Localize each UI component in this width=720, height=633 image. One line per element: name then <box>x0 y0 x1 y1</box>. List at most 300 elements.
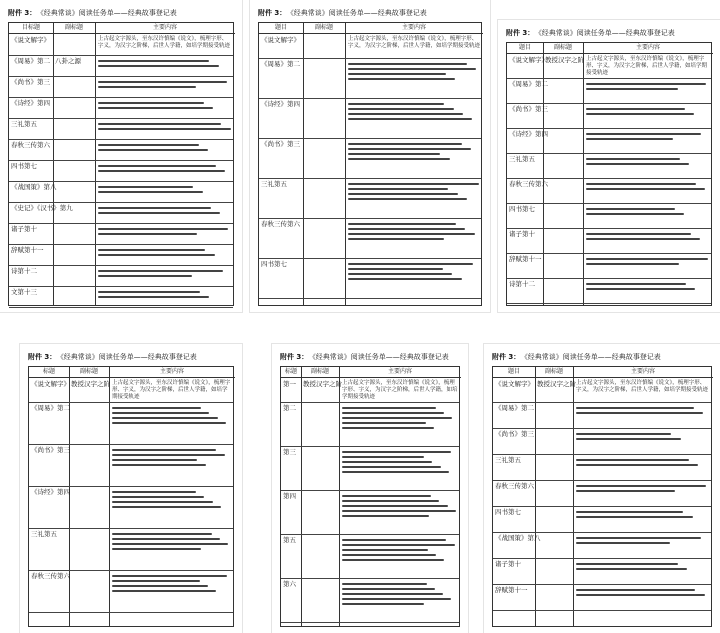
handwriting-stroke <box>98 212 220 214</box>
row-content <box>112 572 232 610</box>
table-row <box>493 378 711 403</box>
table-row <box>507 278 711 304</box>
handwriting-stroke <box>112 506 221 508</box>
column-header: 主要内容 <box>339 367 461 378</box>
handwriting-stroke <box>576 412 703 414</box>
handwriting-stroke <box>576 438 681 440</box>
handwriting-stroke <box>342 427 434 429</box>
table-row <box>493 428 711 455</box>
handwriting-stroke <box>112 538 220 540</box>
worksheet-3 <box>498 20 720 312</box>
row-content <box>98 183 232 200</box>
table-row <box>9 118 233 140</box>
handwriting-stroke <box>112 580 200 582</box>
table-row <box>259 218 481 259</box>
worksheet-1 <box>0 0 242 312</box>
row-content <box>576 430 710 452</box>
handwriting-stroke <box>586 238 700 240</box>
row-title: 《尚书》第三 <box>261 140 300 148</box>
handwriting-stroke <box>98 81 227 83</box>
row-content <box>586 280 710 301</box>
attachment-label: 附件 3： <box>280 353 309 361</box>
row-content <box>586 230 710 251</box>
handwriting-stroke <box>348 238 444 240</box>
row-title: 《诗经》第四 <box>509 130 548 138</box>
row-content <box>98 78 232 95</box>
row-title: 《周易》第二 <box>261 60 300 68</box>
handwriting-stroke <box>98 291 200 293</box>
handwriting-stroke <box>348 223 456 225</box>
handwriting-stroke <box>586 188 705 190</box>
handwriting-stroke <box>342 495 431 497</box>
column-header: 副标题 <box>301 367 339 378</box>
attachment-label: 附件 3： <box>8 9 37 17</box>
handwriting-stroke <box>348 63 467 65</box>
attachment-label: 附件 3： <box>506 29 535 37</box>
sheet-title: 《经典常谈》阅读任务单——经典故事登记表 <box>312 353 449 361</box>
handwriting-stroke <box>112 590 216 592</box>
table-row <box>9 139 233 161</box>
handwriting-stroke <box>586 213 684 215</box>
table-row <box>29 378 233 403</box>
row-title: 春秋三传第六 <box>509 180 548 188</box>
handwriting-stroke <box>342 417 452 419</box>
table-row <box>9 223 233 245</box>
row-title: 第一 <box>283 380 296 388</box>
attachment-label: 附件 3： <box>258 9 287 17</box>
handwriting-stroke <box>112 464 206 466</box>
row-content <box>98 162 232 179</box>
row-content <box>342 448 458 488</box>
row-content <box>586 105 710 126</box>
row-title: 《周易》第二 <box>495 404 534 412</box>
row-title: 四书第七 <box>509 205 535 213</box>
sheet-title: 《经典常谈》阅读任务单——经典故事登记表 <box>40 9 177 17</box>
table-row <box>281 402 459 447</box>
handwriting-stroke <box>112 422 226 424</box>
table-row <box>9 265 233 287</box>
handwriting-stroke <box>586 163 689 165</box>
row-title: 春秋三传第六 <box>495 482 534 490</box>
table-row <box>507 228 711 254</box>
row-content <box>576 482 710 504</box>
handwriting-stroke <box>342 500 439 502</box>
handwriting-stroke <box>342 471 449 473</box>
handwriting-stroke <box>586 83 706 85</box>
table-row <box>493 454 711 481</box>
column-header: 副标题 <box>53 23 95 34</box>
row-title: 第二 <box>283 404 296 412</box>
handwriting-stroke <box>586 113 694 115</box>
handwriting-stroke <box>586 263 679 265</box>
row-title: 三礼第五 <box>495 456 521 464</box>
row-title: 三礼第五 <box>31 530 57 538</box>
attachment-label: 附件 3： <box>28 353 57 361</box>
handwriting-stroke <box>342 461 432 463</box>
handwriting-stroke <box>98 144 199 146</box>
handwriting-stroke <box>348 108 454 110</box>
row-content <box>98 288 232 305</box>
row-title: 《尚书》第三 <box>509 105 548 113</box>
column-header: 副标题 <box>303 23 345 34</box>
row-content <box>586 155 710 176</box>
column-header: 题目 <box>507 43 543 54</box>
row-content <box>342 580 458 620</box>
row-content <box>348 260 480 296</box>
row-content <box>342 404 458 444</box>
handwriting-stroke <box>342 456 424 458</box>
register-table <box>506 42 712 306</box>
handwriting-stroke <box>586 288 695 290</box>
row-subtitle: 教授汉字之阶 <box>537 380 576 388</box>
handwriting-stroke <box>112 407 201 409</box>
handwriting-stroke <box>576 516 693 518</box>
column-header: 目标题 <box>9 23 53 34</box>
row-content <box>98 267 232 284</box>
column-header: 副标题 <box>69 367 109 378</box>
handwriting-stroke <box>576 537 701 539</box>
row-content <box>112 488 232 526</box>
handwriting-stroke <box>342 510 456 512</box>
row-title: 《战国策》第八 <box>11 183 57 191</box>
handwriting-stroke <box>586 133 701 135</box>
row-title: 《说文解字》 <box>509 56 548 64</box>
row-content <box>576 456 710 478</box>
handwriting-stroke <box>348 193 458 195</box>
table-row <box>9 34 233 56</box>
register-table <box>280 366 460 627</box>
row-subtitle: 八卦之源 <box>55 57 81 65</box>
handwriting-stroke <box>112 454 225 456</box>
worksheet-5 <box>272 344 468 633</box>
row-content <box>112 404 232 442</box>
row-content <box>576 534 710 556</box>
row-content <box>348 100 480 136</box>
table-row <box>29 402 233 445</box>
column-header: 题目 <box>259 23 303 34</box>
row-title: 《诗经》第四 <box>31 488 70 496</box>
column-header: 标题 <box>29 367 69 378</box>
table-row <box>29 486 233 529</box>
table-row <box>259 178 481 219</box>
row-content <box>98 99 232 116</box>
row-title: 四书第七 <box>495 508 521 516</box>
row-content <box>98 120 232 137</box>
handwriting-stroke <box>576 490 675 492</box>
row-title: 《说文解字》 <box>495 380 534 388</box>
table-row <box>9 55 233 77</box>
handwriting-stroke <box>348 228 465 230</box>
row-content: 上古起文字源头，至东汉许慎编《说文》，梳理字形、字义，为汉字之阶梯，后世人学籍，如培学期接受轨迹 <box>348 36 481 49</box>
row-title: 三礼第五 <box>11 120 37 128</box>
table-row <box>259 98 481 139</box>
handwriting-stroke <box>112 585 208 587</box>
handwriting-stroke <box>576 542 670 544</box>
row-title: 《诗经》第四 <box>261 100 300 108</box>
column-header: 副标题 <box>535 367 573 378</box>
table-row <box>9 181 233 203</box>
handwriting-stroke <box>98 170 225 172</box>
handwriting-stroke <box>342 588 435 590</box>
row-content: 上古起文字源头，至东汉许慎编《说文》，梳理字形、字义，为汉字之阶梯，后世人学籍，如培学期接受轨迹 <box>576 380 709 393</box>
row-content: 上古起文字源头，至东汉许慎编《说文》，梳理字形、字义，为汉字之阶梯，后世人学籍，如培学期接受轨迹 <box>586 56 708 76</box>
column-header: 题目 <box>493 367 535 378</box>
handwriting-stroke <box>586 283 686 285</box>
row-content <box>586 180 710 201</box>
handwriting-stroke <box>98 191 203 193</box>
handwriting-stroke <box>342 554 436 556</box>
column-header: 主要内容 <box>109 367 235 378</box>
row-title: 第三 <box>283 448 296 456</box>
handwriting-stroke <box>586 208 675 210</box>
row-title: 《周易》第二 <box>11 57 50 65</box>
row-title: 三礼第五 <box>509 155 535 163</box>
row-content <box>586 80 710 101</box>
handwriting-stroke <box>576 568 687 570</box>
row-content <box>576 586 710 608</box>
handwriting-stroke <box>576 594 705 596</box>
register-table <box>28 366 234 627</box>
handwriting-stroke <box>98 254 215 256</box>
column-header: 主要内容 <box>345 23 483 34</box>
table-row <box>9 202 233 224</box>
handwriting-stroke <box>342 515 429 517</box>
row-title: 第五 <box>283 536 296 544</box>
handwriting-stroke <box>348 103 444 105</box>
sheet-header <box>506 26 712 40</box>
handwriting-stroke <box>586 233 691 235</box>
handwriting-stroke <box>112 449 216 451</box>
handwriting-stroke <box>348 148 471 150</box>
handwriting-stroke <box>586 183 696 185</box>
row-content: 上古起文字源头，至东汉许慎编《说文》，梳理字形、字义，为汉字之阶梯，后世人学籍，如培学期接受轨迹 <box>112 380 231 400</box>
table-row <box>281 490 459 535</box>
table-row <box>9 244 233 266</box>
row-title: 第四 <box>283 492 296 500</box>
handwriting-stroke <box>576 511 683 513</box>
table-row <box>281 446 459 491</box>
handwriting-stroke <box>342 539 446 541</box>
table-row <box>259 138 481 179</box>
table-row <box>281 534 459 579</box>
row-content <box>342 536 458 576</box>
table-row <box>9 97 233 119</box>
handwriting-stroke <box>348 113 463 115</box>
row-title: 辞赋第十一 <box>495 586 528 594</box>
handwriting-stroke <box>348 263 473 265</box>
handwriting-stroke <box>98 107 213 109</box>
handwriting-stroke <box>98 128 231 130</box>
row-title: 《史记》《汉书》第九 <box>11 204 73 212</box>
row-title: 《尚书》第三 <box>11 78 50 86</box>
handwriting-stroke <box>586 258 708 260</box>
sheet-header <box>492 350 712 364</box>
handwriting-stroke <box>112 412 209 414</box>
row-content: 上古起文字源头，至东汉许慎编《说文》，梳理字形、字义，为汉字之阶梯，后世人学籍，如培学期接受轨迹 <box>98 36 231 49</box>
handwriting-stroke <box>348 118 472 120</box>
table-row <box>493 402 711 429</box>
worksheet-6 <box>484 344 720 633</box>
handwriting-stroke <box>342 466 441 468</box>
handwriting-stroke <box>112 543 228 545</box>
row-title: 《尚书》第三 <box>495 430 534 438</box>
row-content <box>576 560 710 582</box>
handwriting-stroke <box>112 548 201 550</box>
handwriting-stroke <box>348 278 462 280</box>
table-row <box>493 506 711 533</box>
row-content <box>348 60 480 96</box>
table-row <box>29 528 233 571</box>
handwriting-stroke <box>576 407 694 409</box>
register-table <box>492 366 712 627</box>
table-row <box>493 584 711 611</box>
handwriting-stroke <box>112 575 227 577</box>
handwriting-stroke <box>98 102 204 104</box>
handwriting-stroke <box>98 60 209 62</box>
row-subtitle: 教授汉字之阶 <box>303 380 342 388</box>
table-row <box>507 253 711 279</box>
table-row <box>493 480 711 507</box>
handwriting-stroke <box>348 268 443 270</box>
row-title: 春秋三传第六 <box>261 220 300 228</box>
handwriting-stroke <box>98 207 211 209</box>
table-row <box>29 570 233 613</box>
handwriting-stroke <box>576 459 689 461</box>
table-row <box>507 178 711 204</box>
table-row <box>507 153 711 179</box>
table-row <box>493 532 711 559</box>
handwriting-stroke <box>342 407 436 409</box>
table-row <box>9 76 233 98</box>
table-row <box>507 103 711 129</box>
handwriting-stroke <box>112 417 218 419</box>
row-content <box>576 404 710 426</box>
table-row <box>281 578 459 623</box>
table-row <box>9 160 233 182</box>
column-header: 主要内容 <box>95 23 235 34</box>
row-content <box>586 205 710 226</box>
table-row <box>507 54 711 79</box>
handwriting-stroke <box>348 143 462 145</box>
row-title: 诗第十二 <box>509 280 535 288</box>
row-title: 《说文解字》 <box>11 36 50 44</box>
row-title: 辞赋第十一 <box>11 246 44 254</box>
column-header: 主要内容 <box>583 43 713 54</box>
attachment-label: 附件 3： <box>492 353 521 361</box>
handwriting-stroke <box>98 65 219 67</box>
sheet-title: 《经典常谈》阅读任务单——经典故事登记表 <box>524 353 661 361</box>
column-header: 标题 <box>281 367 301 378</box>
handwriting-stroke <box>348 198 467 200</box>
table-row <box>281 378 459 403</box>
handwriting-stroke <box>348 158 450 160</box>
handwriting-stroke <box>586 108 685 110</box>
row-content <box>576 508 710 530</box>
handwriting-stroke <box>98 165 216 167</box>
row-title: 《诗经》第四 <box>11 99 50 107</box>
row-content <box>98 246 232 263</box>
handwriting-stroke <box>576 589 695 591</box>
handwriting-stroke <box>342 505 448 507</box>
sheet-header <box>280 350 460 364</box>
row-subtitle: 教授汉字之阶 <box>545 56 584 64</box>
row-title: 春秋三传第六 <box>11 141 50 149</box>
table-row <box>259 34 481 59</box>
sheet-title: 《经典常谈》阅读任务单——经典故事登记表 <box>538 29 675 37</box>
sheet-title: 《经典常谈》阅读任务单——经典故事登记表 <box>290 9 427 17</box>
row-title: 辞赋第十一 <box>509 255 542 263</box>
row-content <box>98 225 232 242</box>
table-row <box>9 286 233 308</box>
handwriting-stroke <box>342 583 427 585</box>
row-title: 《战国策》第八 <box>495 534 541 542</box>
row-title: 春秋三传第六 <box>31 572 70 580</box>
handwriting-stroke <box>342 603 424 605</box>
row-title: 诸子第十 <box>11 225 37 233</box>
handwriting-stroke <box>98 123 221 125</box>
row-content <box>112 530 232 568</box>
handwriting-stroke <box>112 491 196 493</box>
handwriting-stroke <box>586 158 680 160</box>
table-row <box>507 203 711 229</box>
row-title: 《周易》第二 <box>509 80 548 88</box>
handwriting-stroke <box>342 559 444 561</box>
handwriting-stroke <box>342 593 443 595</box>
column-header: 主要内容 <box>573 367 713 378</box>
row-title: 四书第七 <box>11 162 37 170</box>
row-content <box>586 130 710 151</box>
handwriting-stroke <box>112 496 204 498</box>
handwriting-stroke <box>342 422 426 424</box>
sheet-header <box>258 6 482 20</box>
table-row <box>259 258 481 299</box>
row-content <box>112 446 232 484</box>
row-content <box>342 492 458 532</box>
row-title: 《周易》第二 <box>31 404 70 412</box>
handwriting-stroke <box>112 459 197 461</box>
handwriting-stroke <box>576 563 678 565</box>
row-content <box>586 255 710 276</box>
register-table <box>8 22 234 306</box>
row-content <box>98 57 232 74</box>
handwriting-stroke <box>348 188 448 190</box>
handwriting-stroke <box>576 485 706 487</box>
row-content <box>348 180 480 216</box>
handwriting-stroke <box>342 412 444 414</box>
row-title: 诸子第十 <box>509 230 535 238</box>
handwriting-stroke <box>348 273 452 275</box>
row-title: 四书第七 <box>261 260 287 268</box>
register-table <box>258 22 482 306</box>
handwriting-stroke <box>586 138 673 140</box>
handwriting-stroke <box>112 501 213 503</box>
handwriting-stroke <box>98 275 192 277</box>
handwriting-stroke <box>98 228 228 230</box>
handwriting-stroke <box>342 544 455 546</box>
sheet-header <box>8 6 234 20</box>
handwriting-stroke <box>98 296 209 298</box>
row-title: 《说文解字》 <box>261 36 300 44</box>
row-content <box>98 141 232 158</box>
column-header: 副标题 <box>543 43 583 54</box>
row-content <box>348 220 480 256</box>
handwriting-stroke <box>98 86 196 88</box>
row-subtitle: 教授汉字之阶 <box>71 380 110 388</box>
table-row <box>493 558 711 585</box>
row-content: 上古起文字源头，至东汉许慎编《说文》，梳理字形、字义，为汉字之阶梯，后世人学籍，如培学期接受轨迹 <box>342 380 458 400</box>
row-title: 文第十三 <box>11 288 37 296</box>
handwriting-stroke <box>98 233 197 235</box>
